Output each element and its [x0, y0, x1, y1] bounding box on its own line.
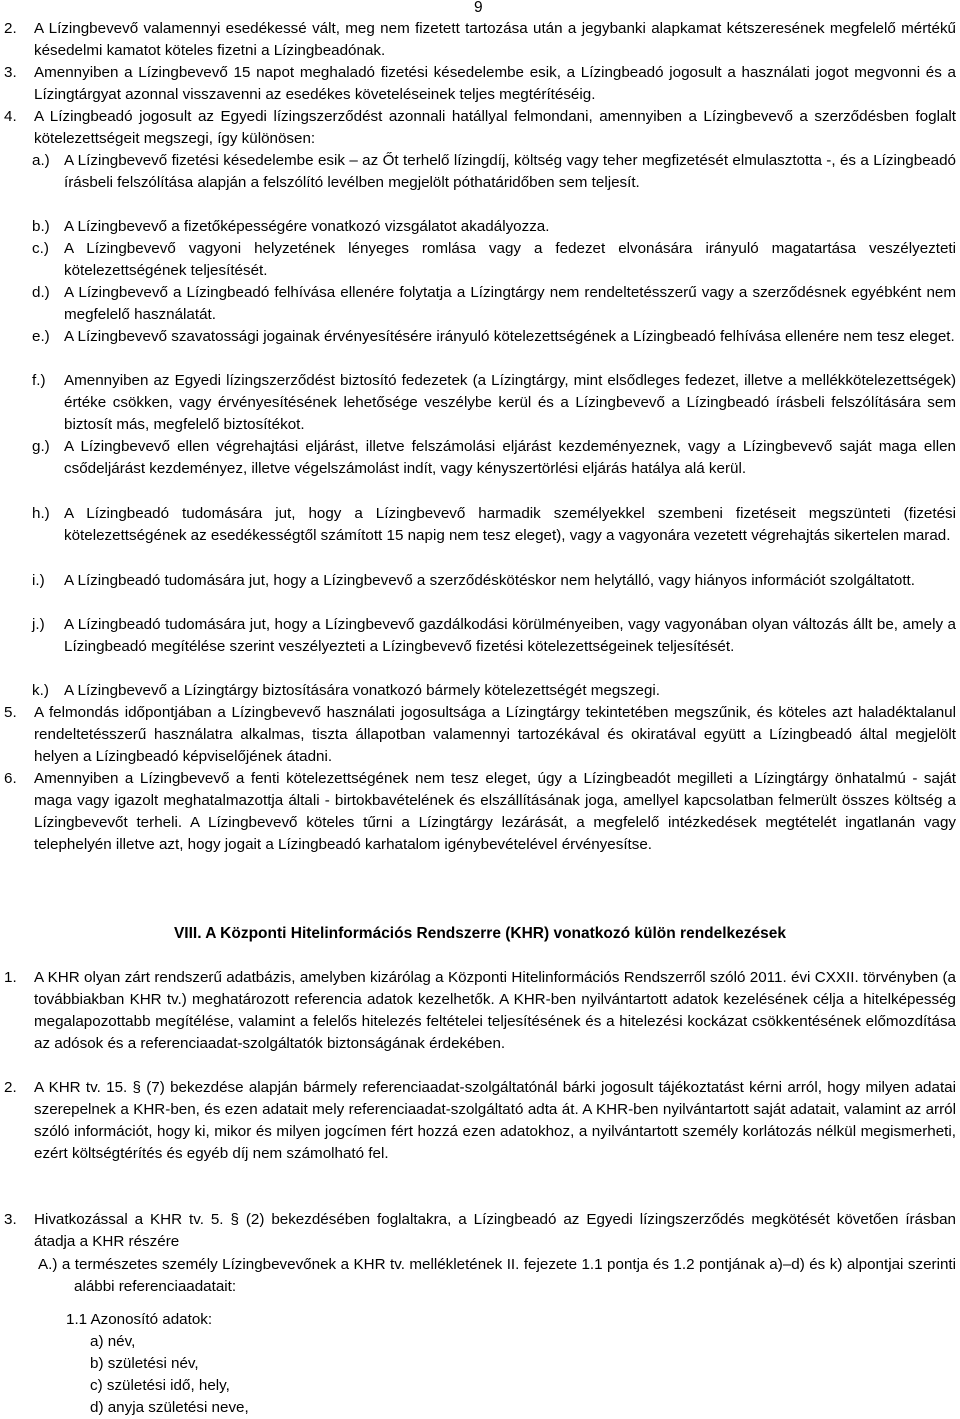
clause-3 — [4, 62, 956, 106]
clause-number: 4. — [4, 108, 17, 125]
clause-4 — [4, 106, 956, 150]
sub-item-i — [4, 570, 956, 592]
clause-text: A KHR tv. 15. § (7) bekezdése alapján bármely referenciaadat-szolgáltatónál bárki jogosult tájékoztatást kérni arról, hogy milyen adatai szerepelnek a KHR-ben, és ezen adatait mely referenciaadat-szolgáltató adta át. A KHR-ben nyilvántartott saját adatait, valamint az arról szóló információt, hogy ki, mikor és milyen jogcímen fért hozzá ezen adatokhoz, a nyilvántartott személy korlátozás nélkül megismerheti, ezért költségtérítés és egyéb díj nem számolható fel. — [34, 1079, 956, 1162]
list-item: d) anyja születési neve, — [90, 1399, 249, 1416]
section-heading: VIII. A Központi Hitelinformációs Rendszerre (KHR) vonatkozó külön rendelkezések — [173, 925, 787, 942]
list-title: 1.1 Azonosító adatok: — [66, 1311, 213, 1328]
sub-item-text: A Lízingbevevő vagyoni helyzetének lényeges romlása vagy a fedezet elvonására irányuló magatartása veszélyezteti kötelezettségének teljesítését. — [64, 240, 956, 279]
list-items — [90, 1331, 249, 1419]
sub-item-text: A Lízingbevevő ellen végrehajtási eljárást, illetve felszámolási eljárást kezdeményeznek, vagy a Lízingbevevő saját maga ellen csődeljárást kezdeményez, illetve végelszámolást indít, vagy kényszertörlési eljárás hatálya alá kerül. — [64, 438, 956, 477]
sub-item-text: A Lízingbevevő fizetési késedelembe esik – az Őt terhelő lízingdíj, költség vagy teher megfizetését elmulasztotta -, és a Lízingbeadó írásbeli felszólítása alapján a felszólító levélben megjelölt póthatáridőben sem teljesít. — [64, 152, 956, 191]
sub-item-number: e.) — [32, 328, 50, 345]
sub-item-text: A Lízingbeadó tudomására jut, hogy a Lízingbevevő gazdálkodási körülményeiben, vagy vagyonában olyan változás állt be, amely a Lízingbeadó megítélése szerint veszélyezteti a Lízingbevevő fizetési kötelezettségeinek teljesítését. — [64, 616, 956, 655]
sub-item-g — [4, 436, 956, 480]
sub-item-text: A Lízingbevevő a Lízingbeadó felhívása ellenére folytatja a Lízingtárgy nem rendeltetésszerű vagy a szerződésnek egyébként nem megfelelő használatát. — [64, 284, 956, 323]
sub-item-number: b.) — [32, 218, 50, 235]
khr-clause-2 — [4, 1077, 956, 1165]
clause-2 — [4, 18, 956, 62]
clause-text: A Lízingbevevő valamennyi esedékessé vált, meg nem fizetett tartozása után a jegybanki alapkamat kétszeresének megfelelő mértékű késedelmi kamatot köteles fizetni a Lízingbeadónak. — [34, 20, 956, 59]
clause-5 — [4, 702, 956, 768]
khr-clause-3 — [4, 1209, 956, 1253]
clause-text: Amennyiben a Lízingbevevő 15 napot meghaladó fizetési késedelembe esik, a Lízingbeadó jogosult a használati jogot megvonni és a Lízingtárgyat azonnal visszavenni az esedékes követeléseinek teljes megtérítéséig. — [34, 64, 956, 103]
clause-number: 2. — [4, 1079, 17, 1096]
identifier-list — [66, 1309, 249, 1419]
sub-item-b — [4, 216, 956, 238]
sub-item-number: g.) — [32, 438, 50, 455]
sub-item-j — [4, 614, 956, 658]
clause-text: A felmondás időpontjában a Lízingbevevő használati jogosultsága a Lízingtárgy tekintetében megszűnik, és köteles azt haladéktalanul rendeltetésszerű használatra alkalmas, tiszta állapotban valamennyi tartozékával és okiratával együtt a Lízingbeadó által megjelölt helyen a Lízingbeadó képviselőjének átadni. — [34, 704, 956, 765]
clause-number: 3. — [4, 1211, 17, 1228]
block-a — [38, 1254, 956, 1298]
sub-item-a — [4, 150, 956, 194]
clause-number: 1. — [4, 969, 17, 986]
sub-item-f — [4, 370, 956, 436]
sub-item-text: A Lízingbevevő a fizetőképességére vonatkozó vizsgálatot akadályozza. — [64, 218, 550, 235]
clause-number: 6. — [4, 770, 17, 787]
sub-item-text: A Lízingbeadó tudomására jut, hogy a Lízingbevevő a szerződéskötéskor nem helytálló, vagy hiányos információt szolgáltatott. — [64, 572, 915, 589]
clause-6 — [4, 768, 956, 856]
list-item: b) születési név, — [90, 1355, 199, 1372]
sub-item-number: k.) — [32, 682, 49, 699]
clause-text: A Lízingbeadó jogosult az Egyedi lízingszerződést azonnali hatállyal felmondani, amennyiben a Lízingbevevő a szerződésben foglalt kötelezettségeit megszegi, így különösen: — [34, 108, 956, 147]
sub-item-number: c.) — [32, 240, 49, 257]
list-item: c) születési idő, hely, — [90, 1377, 230, 1394]
sub-item-number: d.) — [32, 284, 50, 301]
sub-item-h — [4, 503, 956, 547]
sub-item-number: h.) — [32, 505, 50, 522]
sub-item-number: a.) — [32, 152, 50, 169]
clause-number: 3. — [4, 64, 17, 81]
page-number: 9 — [474, 0, 483, 16]
sub-item-text: A Lízingbeadó tudomására jut, hogy a Lízingbevevő harmadik személyekkel szembeni fizetéseit megszünteti (fizetési kötelezettségének az esedékességtől számított 15 napig nem tesz eleget), vagy a vagyonára vezetett végrehajtás sikertelen marad. — [64, 505, 956, 544]
clause-number: 2. — [4, 20, 17, 37]
block-a-text: A.) a természetes személy Lízingbevevőnek a KHR tv. mellékletének II. fejezete 1.1 pontja és 1.2 pontjának a)–d) és k) alpontjai szerinti alábbi referenciaadatait: — [38, 1256, 956, 1295]
sub-item-d — [4, 282, 956, 326]
clause-text: Amennyiben a Lízingbevevő a fenti kötelezettségének nem tesz eleget, úgy a Lízingbeadót megilleti a Lízingtárgy önhatalmú - saját maga vagy igazolt meghatalmazottja általi - birtokbavételének és elszállításának joga, amellyel kapcsolatban felmerült összes költség a Lízingbevevőt terheli. A Lízingbevevő köteles tűrni a Lízingtárgy lezárását, a megfelelő intézkedések megtételét ingatlanán vagy telephelyén illetve azt, hogy jogait a Lízingbeadó karhatalom igénybevételével érvényesítse. — [34, 770, 956, 853]
sub-item-text: A Lízingbevevő szavatossági jogainak érvényesítésére irányuló kötelezettségének a Lízingbeadó felhívása ellenére nem tesz eleget. — [64, 328, 955, 345]
sub-item-text: Amennyiben az Egyedi lízingszerződést biztosító fedezetek (a Lízingtárgy, mint elsődleges fedezet, illetve a mellékkötelezettségek) értéke csökken, vagy érvényesítésének lehetősége veszélybe kerül és a Lízingbevevő a Lízingbeadó írásbeli felszólítására sem biztosít más, megfelelő biztosítékot. — [64, 372, 956, 433]
sub-item-number: i.) — [32, 572, 45, 589]
khr-clause-1 — [4, 967, 956, 1055]
clause-number: 5. — [4, 704, 17, 721]
list-item: a) név, — [90, 1333, 136, 1350]
clause-text: A KHR olyan zárt rendszerű adatbázis, amelyben kizárólag a Központi Hitelinformációs Rendszerről szóló 2011. évi CXXII. törvényben (a továbbiakban KHR tv.) meghatározott referencia adatok kezelhetők. A KHR-ben nyilvántartott adatok kezelésének célja a hitelképesség megalapozottabb megítélése, valamint a felelős hitelezés feltételei teljesítésének és a hitelezési kockázat csökkentésének előmozdítása az adósok és a referenciaadat-szolgáltatók biztonságának érdekében. — [34, 969, 956, 1052]
sub-item-number: f.) — [32, 372, 46, 389]
sub-item-c — [4, 238, 956, 282]
sub-item-k — [4, 680, 956, 702]
clause-text: Hivatkozással a KHR tv. 5. § (2) bekezdésében foglaltakra, a Lízingbeadó az Egyedi lízingszerződés megkötését követően írásban átadja a KHR részére — [34, 1211, 956, 1250]
sub-item-e — [4, 326, 956, 348]
sub-item-number: j.) — [32, 616, 45, 633]
sub-item-text: A Lízingbevevő a Lízingtárgy biztosítására vonatkozó bármely kötelezettségét megszegi. — [64, 682, 661, 699]
